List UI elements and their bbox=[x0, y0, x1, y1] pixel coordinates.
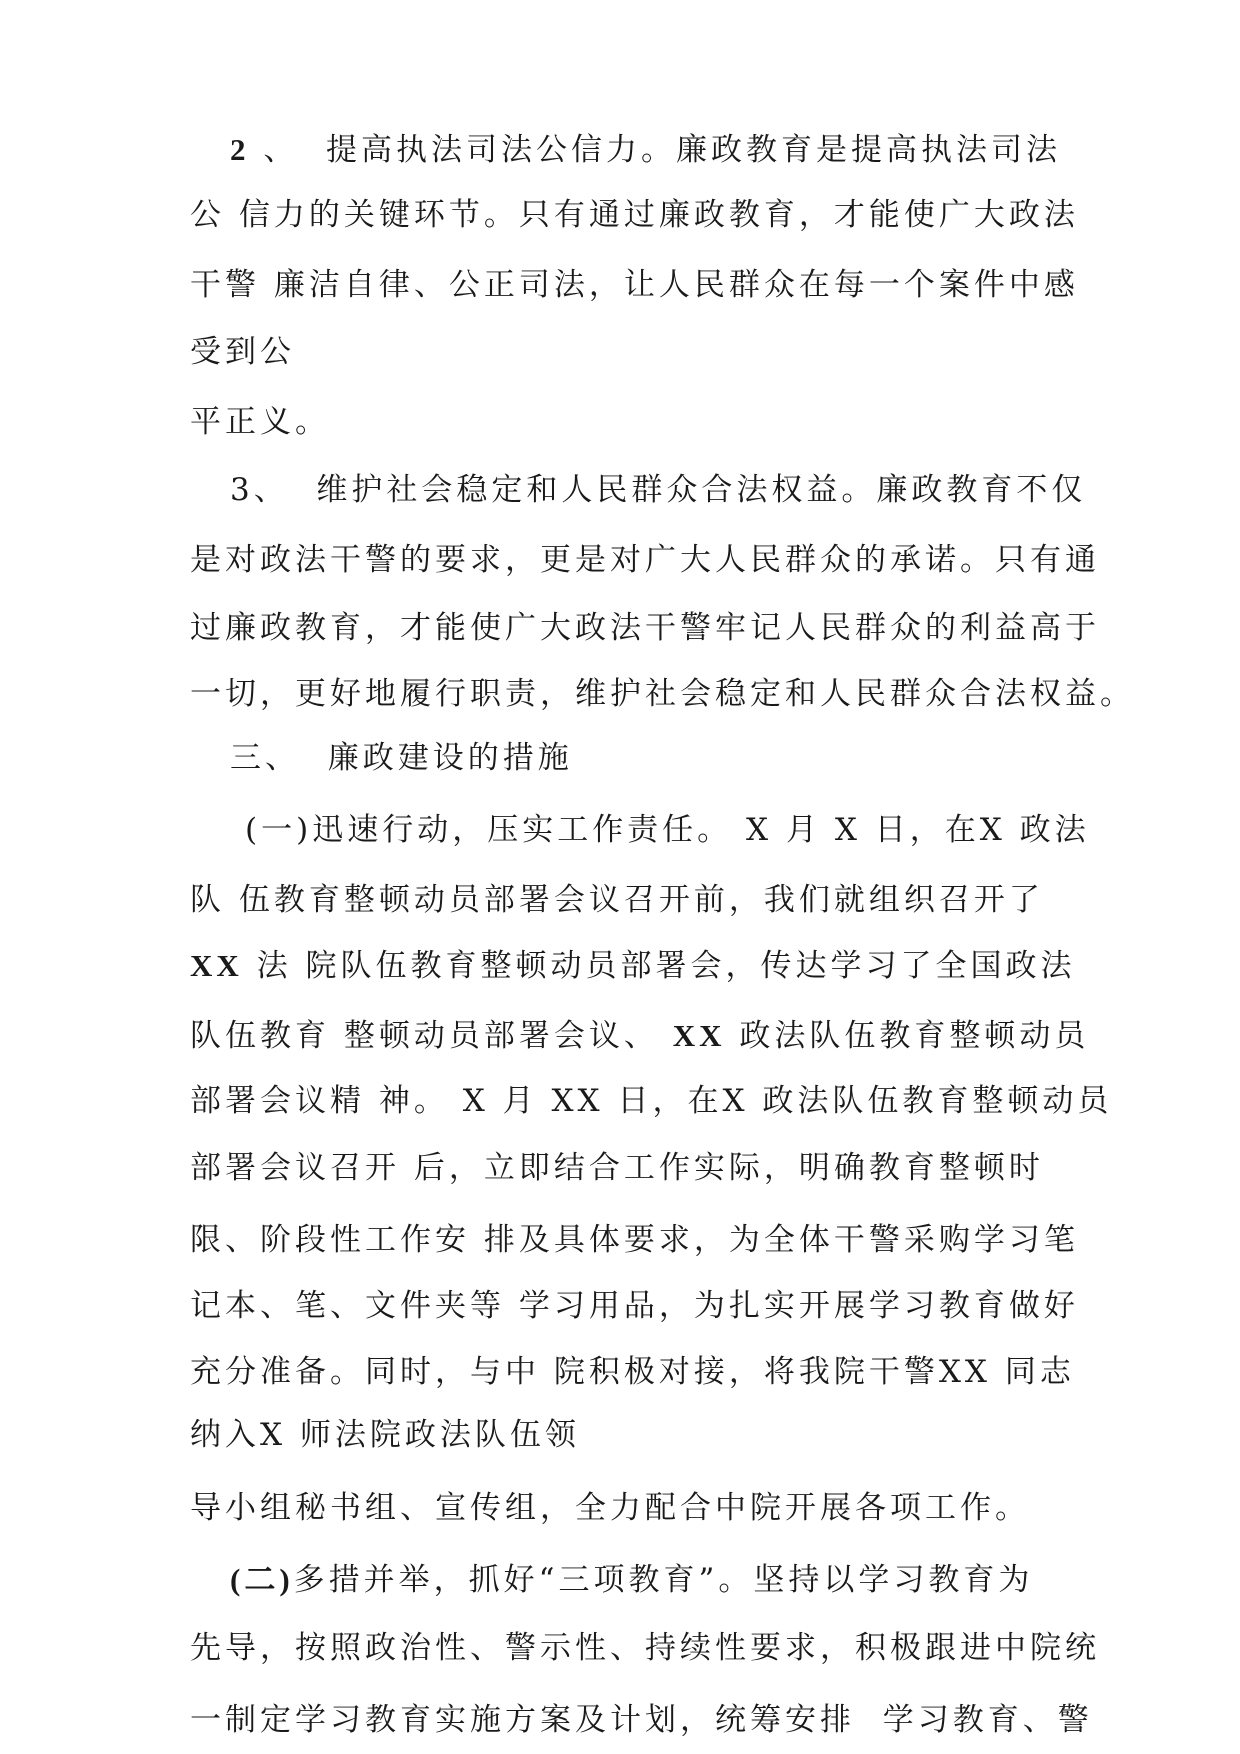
text-run: 一切，更好地履行职责，维护社会稳定和人民群众合法权益。 bbox=[190, 676, 1135, 712]
text-run: 公 信力的关键环节。只有通过廉政教育，才能使广大政法 bbox=[190, 197, 1079, 233]
text-line bbox=[190, 1148, 1044, 1188]
text-run: 平正义。 bbox=[190, 404, 330, 440]
text-run: 法 院队伍教育整顿动员部署会，传达学习了全国政法 bbox=[242, 948, 1076, 984]
text-run: (一)迅速行动，压实工作责任。 X 月 X 日，在X 政法 bbox=[245, 812, 1090, 848]
text-run: 队伍教育 整顿动员部署会议、 bbox=[190, 1018, 673, 1054]
text-line bbox=[190, 1628, 1100, 1668]
text-run: 受到公 bbox=[190, 334, 295, 370]
text-line bbox=[190, 1286, 1079, 1326]
text-line bbox=[190, 1415, 580, 1455]
text-line bbox=[190, 332, 295, 372]
text-line bbox=[190, 1352, 1075, 1392]
text-run: 队 伍教育整顿动员部署会议召开前，我们就组织召开了 bbox=[190, 882, 1044, 918]
bold-text-run: XX bbox=[190, 948, 243, 983]
bold-text-run: (二) bbox=[230, 1562, 294, 1597]
text-run: 一制定学习教育实施方案及计划，统筹安排 学习教育、警 bbox=[190, 1702, 1093, 1738]
text-line bbox=[190, 195, 1079, 235]
text-run: 部署会议召开 后，立即结合工作实际，明确教育整顿时 bbox=[190, 1150, 1044, 1186]
text-line bbox=[190, 265, 1079, 305]
text-run: 导小组秘书组、宣传组，全力配合中院开展各项工作。 bbox=[190, 1490, 1030, 1526]
text-line bbox=[230, 738, 573, 778]
text-line bbox=[190, 1016, 1089, 1056]
text-run: 3、 维护社会稳定和人民群众合法权益。廉政教育不仅 bbox=[230, 472, 1087, 508]
text-line bbox=[190, 674, 1135, 714]
text-run: 是对政法干警的要求，更是对广大人民群众的承诺。只有通 bbox=[190, 542, 1100, 578]
text-line bbox=[190, 1081, 1112, 1121]
text-line bbox=[190, 608, 1100, 648]
text-run: 三、 廉政建设的措施 bbox=[230, 740, 573, 776]
text-run: 干警 廉洁自律、公正司法，让人民群众在每一个案件中感 bbox=[190, 267, 1079, 303]
text-run: 部署会议精 神。 X 月 XX 日，在X 政法队伍教育整顿动员 bbox=[190, 1083, 1113, 1119]
text-line bbox=[190, 946, 1076, 986]
text-line bbox=[190, 1488, 1030, 1528]
text-line bbox=[190, 402, 330, 442]
text-run: 多措并举，抓好“三项教育”。坚持以学习教育为 bbox=[293, 1562, 1034, 1598]
text-line bbox=[230, 470, 1086, 510]
text-line bbox=[190, 1700, 1093, 1740]
bold-text-run: XX bbox=[672, 1018, 726, 1053]
text-run: 充分准备。同时，与中 院积极对接，将我院干警XX 同志 bbox=[190, 1354, 1075, 1390]
text-run: 过廉政教育，才能使广大政法干警牢记人民群众的利益高于 bbox=[190, 610, 1100, 646]
text-run: 记本、笔、文件夹等 学习用品，为扎实开展学习教育做好 bbox=[190, 1288, 1079, 1324]
text-line bbox=[190, 540, 1100, 580]
text-line bbox=[190, 880, 1044, 920]
text-run: 纳入X 师法院政法队伍领 bbox=[190, 1417, 580, 1453]
text-run: 限、阶段性工作安 排及具体要求，为全体干警采购学习笔 bbox=[190, 1222, 1079, 1258]
bold-text-run: 2 bbox=[230, 132, 250, 167]
text-run: 、 提高执法司法公信力。廉政教育是提高执法司法 bbox=[249, 132, 1062, 168]
text-line bbox=[230, 130, 1061, 170]
text-run: 政法队伍教育整顿动员 bbox=[725, 1018, 1090, 1054]
text-run: 先导，按照政治性、警示性、持续性要求，积极跟进中院统 bbox=[190, 1630, 1100, 1666]
text-line bbox=[230, 1560, 1033, 1600]
text-line bbox=[190, 1220, 1079, 1260]
text-line bbox=[245, 810, 1090, 850]
